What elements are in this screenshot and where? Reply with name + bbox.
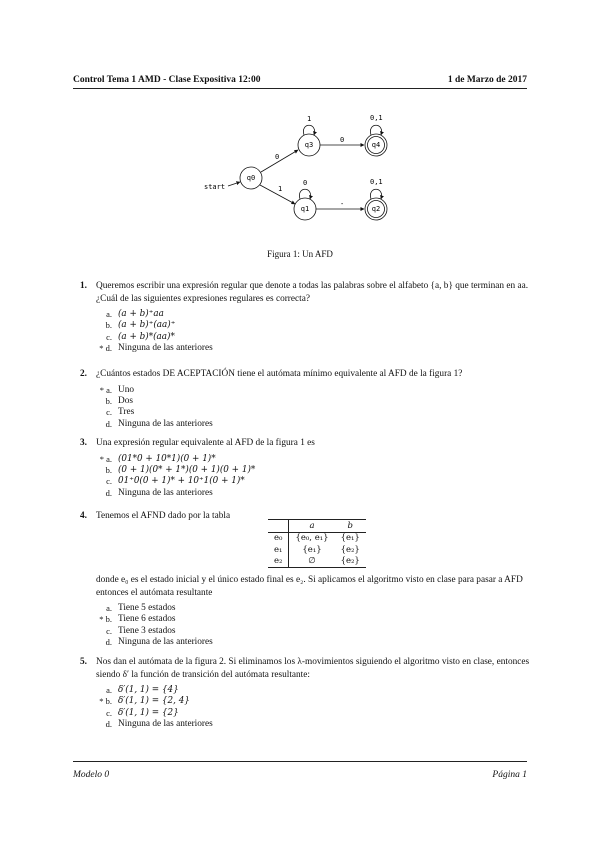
question-text: donde e₀ es el estado inicial y el único estado final es e₂. Si aplicamos el algoritmo visto en clase para pasar a AFD entonces el autómata resultante [96,575,523,598]
options-list [96,685,530,731]
option-c[interactable]: c. Tiene 3 estados [106,625,176,636]
question-5 [80,656,530,731]
question-text: Queremos escribir una expresión regular que denote a todas las palabras sobre el alfabeto {a, b} que terminan en aa. ¿Cuál de las siguientes expresiones regulares es correcta? [96,281,529,304]
option-b[interactable]: * b. Tiene 6 estados [99,614,176,625]
loop-q4-label: 0,1 [370,114,383,122]
start-arrow [228,182,240,186]
loop-q3 [303,125,314,135]
option-c[interactable]: c. δ′(1, 1) = {2} [106,707,179,718]
edge-q3-q4-label: 0 [340,136,345,144]
footer-rule [73,761,527,762]
option-d[interactable]: d. Ninguna de las anteriores [105,637,213,648]
option-c[interactable]: c. (a + b)*(aa)* [106,331,175,342]
table-row: e₀ {e₀, e₁} {e₁} [268,532,366,544]
question-number: 1. [80,281,87,291]
header-date: 1 de Marzo de 2017 [447,75,527,85]
question-number: 3. [80,438,87,448]
loop-q1-label: 0 [303,179,308,187]
state-q1-label: q1 [300,205,310,213]
question-3 [80,437,530,499]
question-number: 2. [80,369,87,379]
option-a[interactable]: a. (a + b)⁺aa [106,309,164,319]
option-a[interactable]: * a. Uno [99,384,135,395]
options-list [96,603,530,649]
question-text: ¿Cuántos estados DE ACEPTACIÓN tiene el autómata mínimo equivalente al AFD de la figura 1? [96,369,463,379]
question-1 [80,280,530,355]
table-header-row: a b [268,520,366,533]
option-b[interactable]: b. (a + b)⁺(aa)⁺ [105,320,176,331]
start-label: start [204,183,226,191]
options-list [96,385,530,431]
edge-q1-q2-label: - [340,200,345,208]
edge-q0-q3 [261,150,298,172]
transition-table [268,519,366,568]
question-2 [80,368,530,430]
option-d[interactable]: d. Ninguna de las anteriores [105,418,213,429]
page-header [73,75,527,85]
question-number: 5. [80,657,87,667]
edge-q0-q3-label: 0 [275,153,280,161]
figure-caption: Figura 1: Un AFD [267,249,333,259]
state-q4-label: q4 [371,141,381,149]
state-q3-label: q3 [304,141,314,149]
option-c[interactable]: c. 01⁺0(0 + 1)* + 10⁺1(0 + 1)* [106,476,245,487]
state-q0-label: q0 [246,174,256,182]
footer-model: Modelo 0 [73,770,110,780]
options-list [96,309,530,355]
question-text: Una expresión regular equivalente al AFD de la figura 1 es [96,438,315,448]
option-a[interactable]: a. Tiene 5 estados [106,603,176,613]
page-footer [73,770,527,780]
loop-q3-label: 1 [307,115,312,123]
table-row: e₂ ∅ {e₂} [268,556,366,568]
options-list [96,454,530,500]
question-text: Tenemos el AFND dado por la tabla [96,511,231,521]
loop-q4 [370,125,381,135]
option-a[interactable]: * a. (01*0 + 10*1)(0 + 1)* [99,453,216,464]
question-text: Nos dan el autómata de la figura 2. Si eliminamos los λ-movimientos siguiendo el algoritmo visto en clase, entonces siendo δ′ la función de transición del autómata resultante: [96,657,530,680]
automaton-figure [200,108,410,226]
option-b[interactable]: b. Dos [105,395,133,406]
state-q2-label: q2 [371,205,381,213]
table-row: e₁ {e₁} {e₂} [268,544,366,556]
header-rule [73,88,527,89]
question-number: 4. [80,511,87,521]
option-d[interactable]: d. Ninguna de las anteriores [105,487,213,498]
option-b[interactable]: b. (0 + 1)(0* + 1*)(0 + 1)(0 + 1)* [105,464,256,475]
option-d[interactable]: * d. Ninguna de las anteriores [99,343,213,354]
option-c[interactable]: c. Tres [106,407,135,418]
edge-q0-q1-label: 1 [278,185,283,193]
loop-q2-label: 0,1 [370,178,383,186]
option-a[interactable]: a. δ′(1, 1) = {4} [106,685,179,695]
footer-page: Página 1 [492,770,527,780]
loop-q2 [370,189,381,199]
header-title: Control Tema 1 AMD - Clase Expositiva 12:00 [73,75,261,85]
option-b[interactable]: * b. δ′(1, 1) = {2, 4} [99,696,190,707]
question-4-continuation [80,574,530,649]
option-d[interactable]: d. Ninguna de las anteriores [105,719,213,730]
loop-q1 [299,189,310,199]
